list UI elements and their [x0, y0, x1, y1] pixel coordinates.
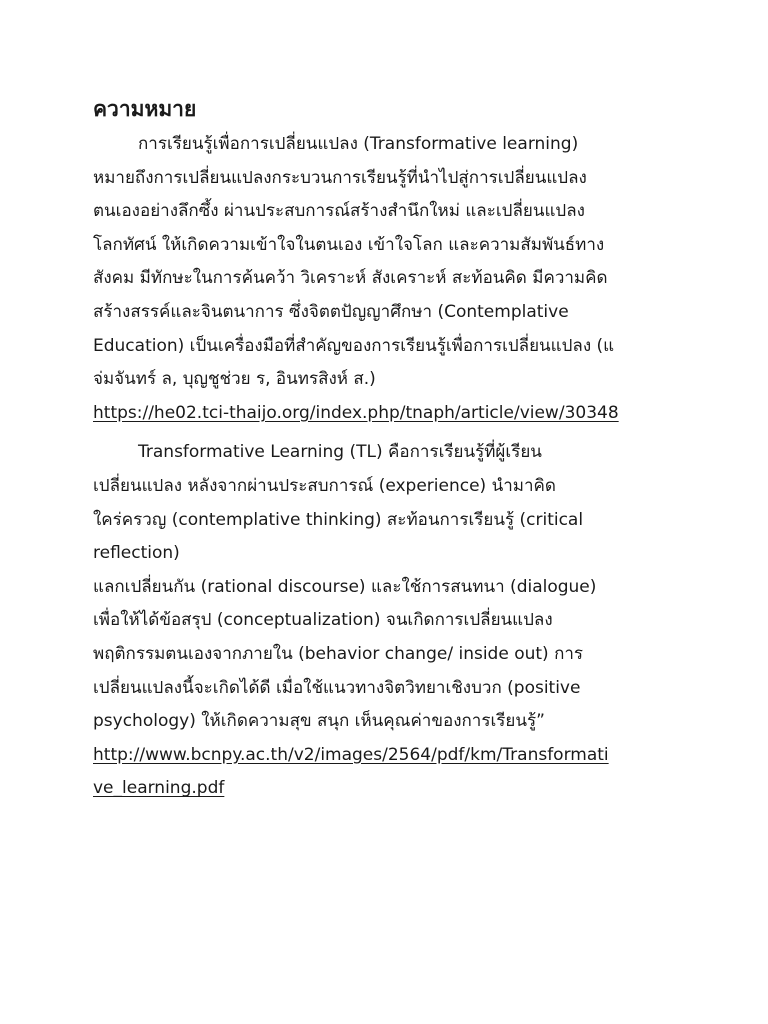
- paragraph-line: reflection): [93, 543, 180, 564]
- paragraph-line: การเรียนรู้เพื่อการเปลี่ยนแปลง (Transformative learning): [138, 134, 579, 154]
- document-body: [93, 94, 683, 806]
- paragraph-line: สังคม มีทักษะในการค้นคว้า วิเคราะห์ สังเคราะห์ สะท้อนคิด มีความคิด: [93, 268, 608, 289]
- section-heading: ความหมาย: [93, 97, 197, 121]
- paragraph-definition: [93, 128, 683, 430]
- paragraph-line: ตนเองอย่างลึกซึ้ง ผ่านประสบการณ์สร้างสำนึกใหม่ และเปลี่ยนแปลง: [93, 201, 585, 222]
- paragraph-line: Education) เป็นเครื่องมือที่สำคัญของการเรียนรู้เพื่อการเปลี่ยนแปลง (แ: [93, 335, 615, 356]
- paragraph-line: หมายถึงการเปลี่ยนแปลงกระบวนการเรียนรู้ที่นำไปสู่การเปลี่ยนแปลง: [93, 167, 587, 188]
- paragraph-line: โลกทัศน์ ให้เกิดความเข้าใจในตนเอง เข้าใจโลก และความสัมพันธ์ทาง: [93, 234, 605, 255]
- paragraph-line: เปลี่ยนแปลง หลังจากผ่านประสบการณ์ (experience) นำมาคิด: [93, 475, 556, 496]
- paragraph-line: ใคร่ครวญ (contemplative thinking) สะท้อนการเรียนรู้ (critical: [93, 509, 584, 530]
- paragraph-line: สร้างสรรค์และจินตนาการ ซึ่งจิตตปัญญาศึกษา (Contemplative: [93, 301, 569, 322]
- paragraph-line: Transformative Learning (TL) คือการเรียนรู้ที่ผู้เรียน: [138, 442, 542, 463]
- paragraph-line: psychology) ให้เกิดความสุข สนุก เห็นคุณค่าของการเรียนรู้”: [93, 711, 545, 732]
- reference-link-thaijo[interactable]: https://he02.tci-thaijo.org/index.php/tnaph/article/view/30348: [93, 402, 619, 423]
- paragraph-line: เปลี่ยนแปลงนี้จะเกิดได้ดี เมื่อใช้แนวทางจิตวิทยาเชิงบวก (positive: [93, 677, 581, 698]
- paragraph-tl: [93, 436, 683, 806]
- paragraph-line: แลกเปลี่ยนกัน (rational discourse) และใช้การสนทนา (dialogue): [93, 576, 597, 597]
- paragraph-line: จ่มจันทร์ ล, บุญชูช่วย ร, อินทรสิงห์ ส.): [93, 369, 376, 390]
- paragraph-line: เพื่อให้ได้ข้อสรุป (conceptualization) จนเกิดการเปลี่ยนแปลง: [93, 610, 553, 631]
- reference-link-bcnpy[interactable]: http://www.bcnpy.ac.th/v2/images/2564/pdf/km/Transformati: [93, 744, 609, 765]
- reference-link-bcnpy-continued[interactable]: ve_learning.pdf: [93, 778, 225, 799]
- paragraph-line: พฤติกรรมตนเองจากภายใน (behavior change/ inside out) การ: [93, 643, 584, 664]
